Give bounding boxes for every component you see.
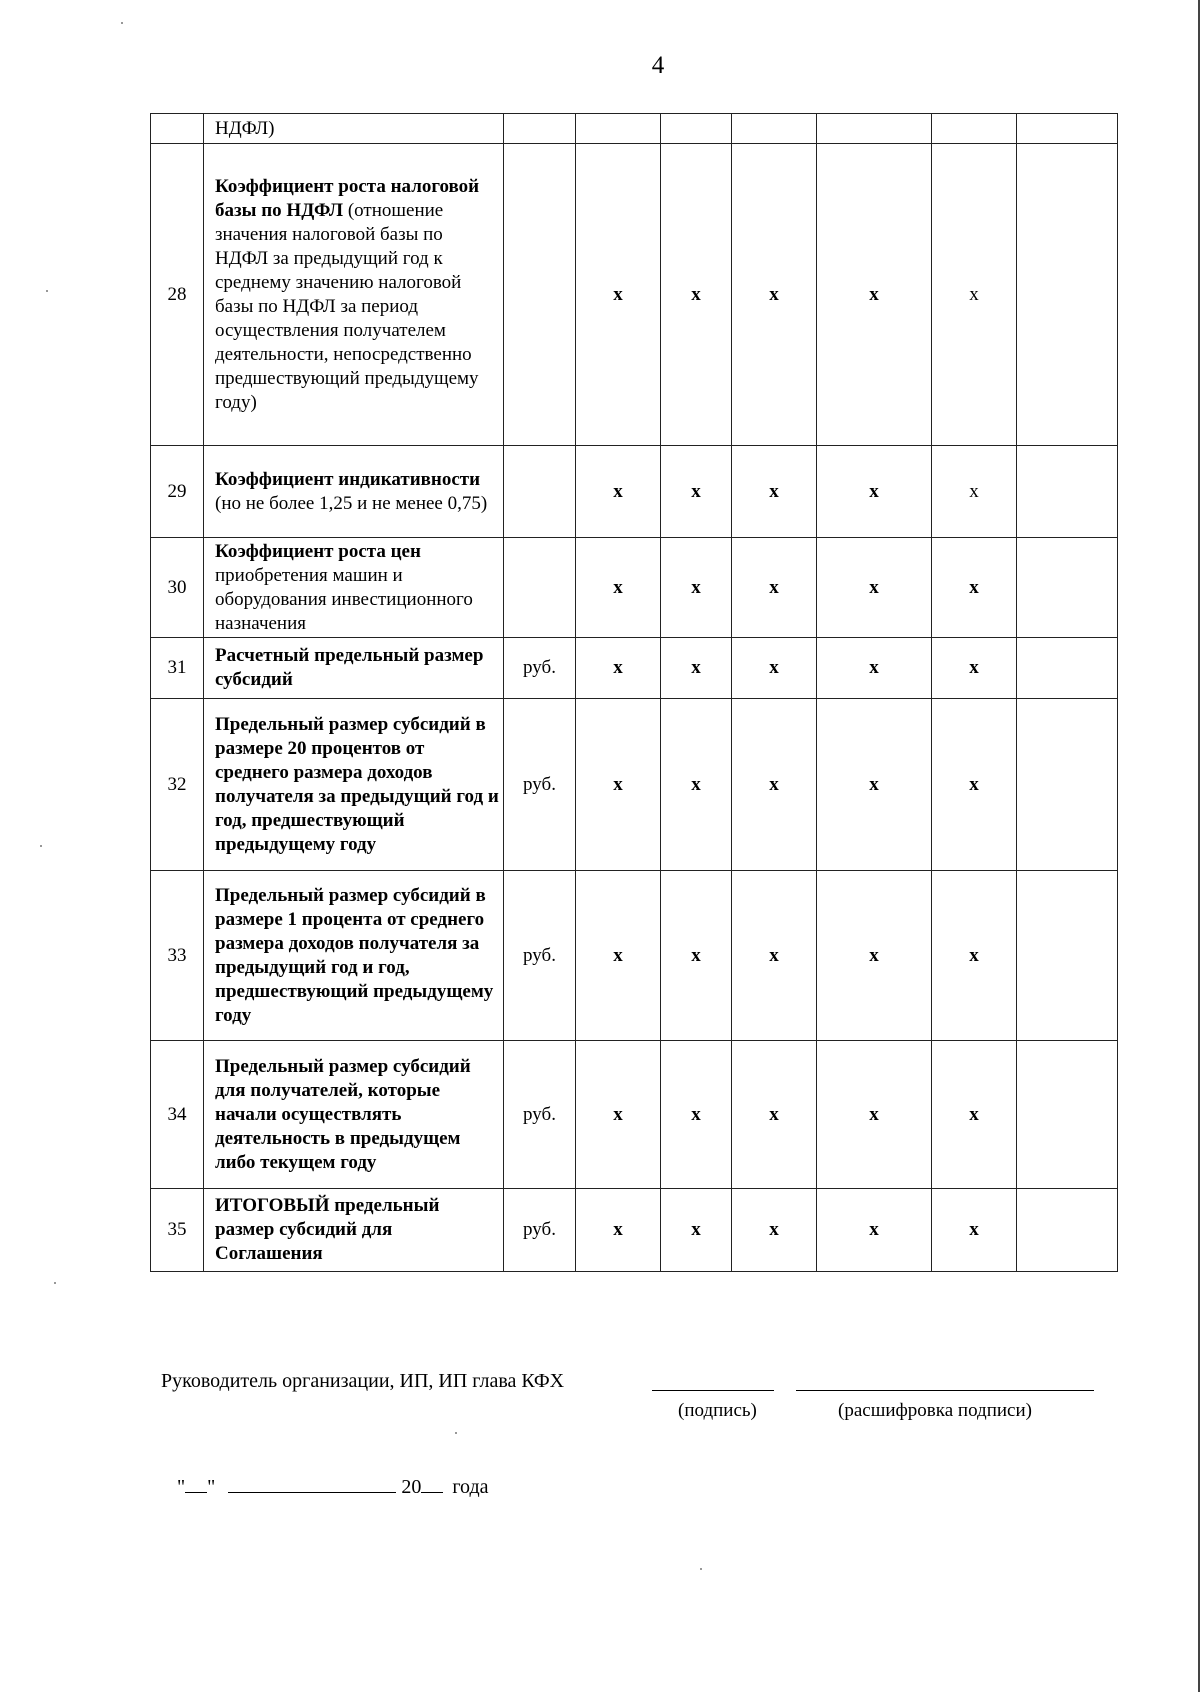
mark-cell: [1017, 871, 1118, 1041]
row-number: 30: [151, 538, 204, 638]
scan-speck: [455, 1432, 457, 1434]
mark-cell: x: [576, 446, 661, 538]
indicator-name-part: Коэффициент роста цен: [215, 540, 421, 562]
row-number: 31: [151, 638, 204, 699]
scan-speck: [700, 1568, 702, 1570]
mark-cell: [1017, 1041, 1118, 1189]
mark-cell: x: [932, 1041, 1017, 1189]
mark-cell: [1017, 114, 1118, 144]
scan-speck: [40, 845, 42, 847]
mark-cell: x: [661, 144, 732, 446]
unit-cell: руб.: [504, 699, 576, 871]
mark-cell: [1017, 144, 1118, 446]
mark-cell: x: [576, 638, 661, 699]
mark-cell: x: [932, 871, 1017, 1041]
indicator-name-part: (отношение значения налоговой базы по НДФЛ за предыдущий год к среднему значению налоговой базы по НДФЛ за период осуществления получателем деятельности, непосредственно предшествующий предыдущему году): [215, 199, 479, 413]
unit-cell: [504, 446, 576, 538]
unit-cell: руб.: [504, 1041, 576, 1189]
indicator-name-part: предельный размер субсидий для Соглашения: [215, 1195, 440, 1264]
date-row: [177, 1476, 489, 1499]
year-prefix: 20: [401, 1476, 422, 1498]
mark-cell: x: [661, 538, 732, 638]
table-row: [151, 1041, 1118, 1189]
scan-speck: [121, 22, 123, 24]
mark-cell: x: [932, 1189, 1017, 1272]
unit-cell: [504, 538, 576, 638]
row-number: 33: [151, 871, 204, 1041]
mark-cell: x: [732, 1041, 817, 1189]
table-row: [151, 638, 1118, 699]
row-number: 29: [151, 446, 204, 538]
mark-cell: x: [817, 1189, 932, 1272]
indicator-name: [204, 114, 504, 144]
row-number: 32: [151, 699, 204, 871]
mark-cell: [732, 114, 817, 144]
indicator-name-part: Коэффициент индикативности: [215, 468, 481, 490]
mark-cell: x: [661, 1189, 732, 1272]
indicator-name-part: Предельный размер субсидий для получателей, которые начали осуществлять деятельность в предыдущем либо текущем году: [215, 1055, 471, 1173]
mark-cell: x: [576, 1189, 661, 1272]
quote-open: ": [177, 1476, 186, 1498]
table-row: [151, 538, 1118, 638]
unit-cell: руб.: [504, 638, 576, 699]
indicator-name: [204, 538, 504, 638]
mark-cell: x: [817, 538, 932, 638]
table-row: [151, 871, 1118, 1041]
unit-cell: руб.: [504, 871, 576, 1041]
row-number: [151, 114, 204, 144]
mark-cell: x: [576, 538, 661, 638]
mark-cell: [1017, 699, 1118, 871]
indicator-name-part: Расчетный предельный размер субсидий: [215, 645, 484, 690]
mark-cell: x: [576, 144, 661, 446]
mark-cell: x: [817, 871, 932, 1041]
table-row: [151, 446, 1118, 538]
mark-cell: x: [732, 871, 817, 1041]
mark-cell: x: [661, 699, 732, 871]
row-number: 35: [151, 1189, 204, 1272]
signature-line: [652, 1390, 774, 1391]
indicator-name: [204, 699, 504, 871]
signature-caption: (подпись): [678, 1400, 757, 1421]
date-suffix: года: [452, 1476, 489, 1498]
mark-cell: x: [817, 1041, 932, 1189]
table-row: [151, 1189, 1118, 1272]
mark-cell: x: [732, 538, 817, 638]
mark-cell: x: [932, 144, 1017, 446]
mark-cell: x: [661, 871, 732, 1041]
mark-cell: x: [732, 144, 817, 446]
mark-cell: x: [576, 1041, 661, 1189]
indicators-table: [150, 113, 1118, 1272]
mark-cell: x: [817, 638, 932, 699]
mark-cell: x: [932, 538, 1017, 638]
indicator-name: [204, 1189, 504, 1272]
scan-speck: [46, 290, 48, 292]
mark-cell: x: [576, 699, 661, 871]
mark-cell: x: [732, 638, 817, 699]
indicator-name: [204, 871, 504, 1041]
quote-close: ": [207, 1476, 216, 1498]
indicator-name: [204, 144, 504, 446]
unit-cell: руб.: [504, 1189, 576, 1272]
mark-cell: [661, 114, 732, 144]
mark-cell: x: [576, 871, 661, 1041]
mark-cell: x: [817, 144, 932, 446]
indicator-name-part: (но не более 1,25 и не менее 0,75): [215, 492, 488, 514]
mark-cell: x: [817, 699, 932, 871]
mark-cell: x: [932, 699, 1017, 871]
mark-cell: [1017, 446, 1118, 538]
mark-cell: [576, 114, 661, 144]
scan-speck: [54, 1282, 56, 1284]
mark-cell: x: [932, 446, 1017, 538]
year-blank: [421, 1492, 443, 1493]
indicator-name-part: Предельный размер субсидий в размере 1 процента от среднего размера доходов получателя за предыдущий год и год, предшествующий предыдущему году: [215, 884, 494, 1026]
indicator-name-part: Предельный размер субсидий в размере 20 процентов от среднего размера доходов получателя за предыдущий год и год, предшествующий предыдущему году: [215, 713, 499, 855]
decryption-line: [796, 1390, 1094, 1391]
table-row: [151, 144, 1118, 446]
indicator-name-part: приобретения машин и оборудования инвестиционного назначения: [215, 564, 473, 634]
mark-cell: x: [732, 1189, 817, 1272]
row-number: 34: [151, 1041, 204, 1189]
mark-cell: [932, 114, 1017, 144]
decryption-caption: (расшифровка подписи): [838, 1400, 1032, 1421]
indicator-name: [204, 1041, 504, 1189]
mark-cell: x: [817, 446, 932, 538]
indicator-name: [204, 638, 504, 699]
indicator-name-part: ИТОГОВЫЙ: [215, 1195, 330, 1216]
mark-cell: x: [732, 446, 817, 538]
mark-cell: [1017, 538, 1118, 638]
mark-cell: x: [661, 1041, 732, 1189]
mark-cell: [1017, 638, 1118, 699]
table-row: [151, 114, 1118, 144]
scan-edge-line: [1198, 0, 1200, 1692]
indicator-name-part: Коэффициент роста налоговой базы по НДФЛ: [215, 175, 480, 221]
mark-cell: x: [732, 699, 817, 871]
indicator-name: [204, 446, 504, 538]
unit-cell: [504, 114, 576, 144]
mark-cell: [1017, 1189, 1118, 1272]
month-blank: [228, 1492, 396, 1493]
row-number: 28: [151, 144, 204, 446]
table-row: [151, 699, 1118, 871]
unit-cell: [504, 144, 576, 446]
mark-cell: x: [932, 638, 1017, 699]
mark-cell: x: [661, 446, 732, 538]
mark-cell: [817, 114, 932, 144]
page-number: 4: [651, 52, 665, 79]
signature-label: Руководитель организации, ИП, ИП глава КФХ: [161, 1370, 565, 1392]
indicator-name-part: НДФЛ): [215, 117, 275, 139]
day-blank: [185, 1492, 207, 1493]
mark-cell: x: [661, 638, 732, 699]
